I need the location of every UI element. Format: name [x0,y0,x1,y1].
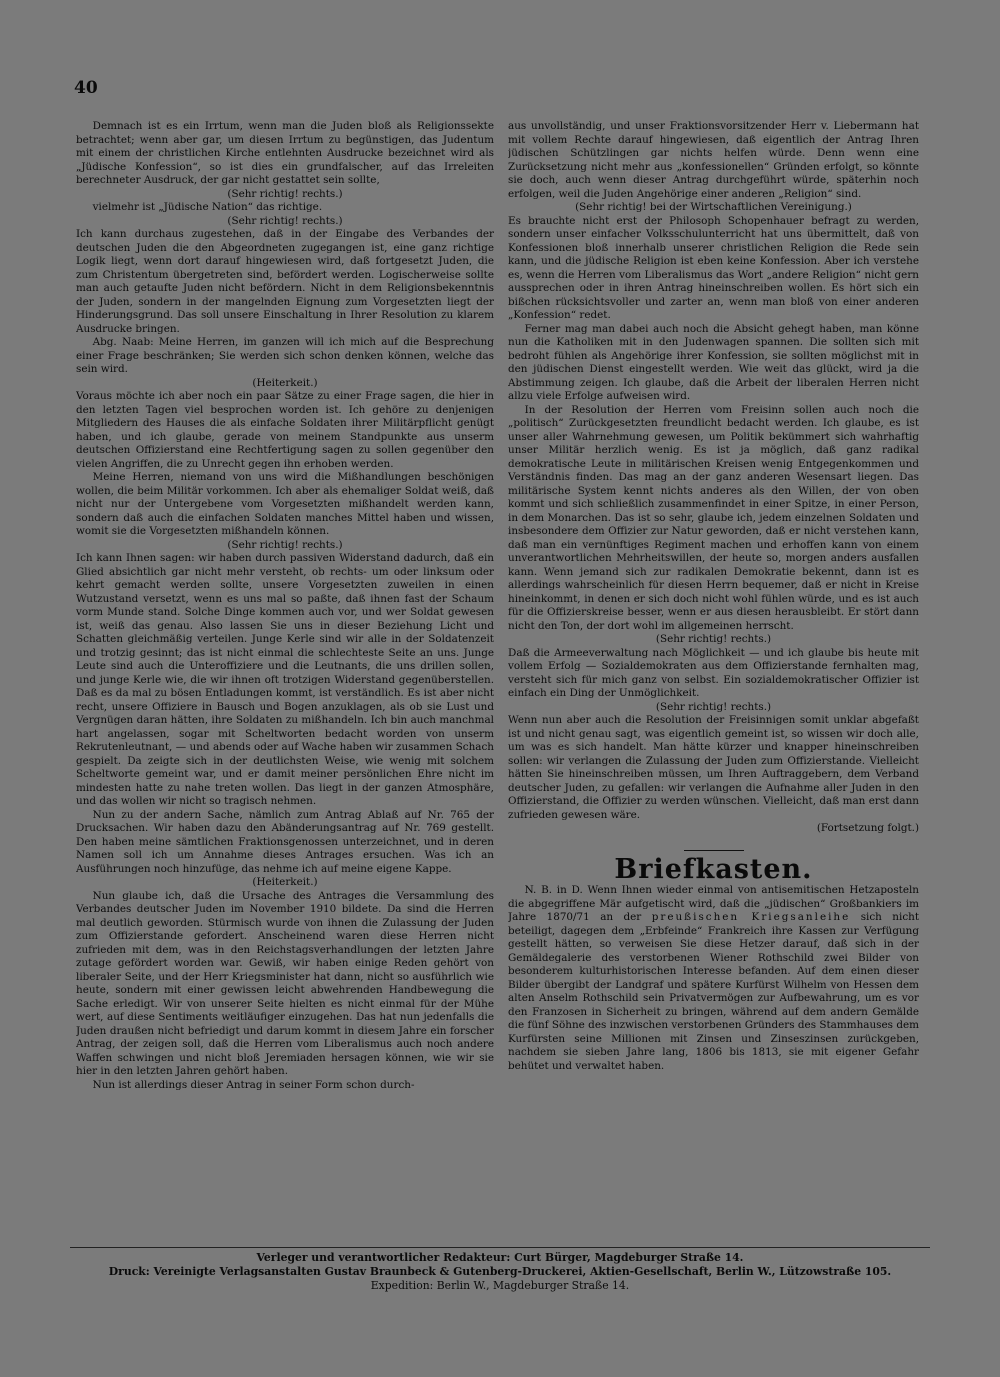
paragraph: Nun glaube ich, daß die Ursache des Antrages die Versammlung des Verbandes deutscher Juden im November 1910 bildete. Da sind die Herren mal deutlich geworden. Stürmisch wurde von ihnen die Zulassung der Juden zum Offizierstande gefordert. Anscheinend waren diese Herren nicht zufrieden mit dem, was in den Reichstagsverhandlungen der letzten Jahre zutage gefördert worden war. Gewiß, wir haben einige Reden gehört von liberaler Seite, und der Herr Kriegsminister hat dann, nicht so ausführlich wie heute, sondern mit einer gewissen leicht abwehrenden Handbewegung die Sache erledigt. Wir von unserer Seite hielten es nicht einmal für der Mühe wert, auf diese Sentiments weitläufiger einzugehen. Das hat nun jedenfalls die Juden draußen nicht befriedigt und darum kommt in diesem Jahre ein forscher Antrag, der zeigen soll, daß die Herren vom Liberalismus auch noch andere Waffen schwingen und nicht bloß Jeremiaden hersagen können, wie wir sie hier in den letzten Jahren gehört haben. [76,889,494,1077]
interjection: (Sehr richtig! rechts.) [655,633,772,645]
interjection: (Sehr richtig! rechts.) [227,187,343,200]
left-column [76,120,494,1242]
page-number: 40 [74,78,98,98]
imprint-footer [70,1247,930,1293]
paragraph: Daß die Armeeverwaltung nach Möglichkeit — und ich glaube bis heute mit vollem Erfolg — Sozialdemokraten aus dem Offizierstande fernhalten mag, versteht sich für mich ganz von selbst. Ein sozialdemokratischer Offizier ist einfach ein Ding der Unmöglichkeit. [508,646,919,699]
paragraph: Demnach ist es ein Irrtum, wenn man die Juden bloß als Religionssekte betrachtet; wenn aber gar, um diesen Irrtum zu begünstigen, das Judentum mit einem der christlichen Kirche entlehnten Ausdrucke bezeichnet wird als „Jüdische Konfession“, so ist dies ein grundfalscher, auf das Irreleiten berechneter Ausdruck, der gar nicht gestattet sein sollte, [76,120,494,186]
continuation-note: (Fortsetzung folgt.) [816,822,919,834]
paragraph: Es brauchte nicht erst der Philosoph Schopenhauer befragt zu werden, sondern unser einfacher Volksschulunterricht hat uns übermittelt, daß von Konfessionen bloß innerhalb unserer christlichen Religion die Rede sein kann, und die jüdische Religion ist eben keine Konfession. Aber ich verstehe es, wenn die Herren vom Liberalismus das Wort „andere Religion“ nicht gern aussprechen oder in ihren Antrag hineinschreiben wollen. Es hört sich ein bißchen rücksichtsvoller und zarter an, wenn man bloß von einer anderen „Konfession“ redet. [508,214,919,321]
paragraph: Nun ist allerdings dieser Antrag in seiner Form schon durch- [92,1078,415,1091]
imprint-printer: Druck: Vereinigte Verlagsanstalten Gustav Braunbeck & Gutenberg-Druckerei, Aktien-Gesellschaft, Berlin W., Lützowstraße 105. [108,1265,892,1278]
paragraph: Wenn nun aber auch die Resolution der Freisinnigen somit unklar abgefaßt ist und nicht genau sagt, was eigentlich gemeint ist, so wissen wir doch alle, um was es sich handelt. Man hätte kürzer und knapper hineinschreiben sollen: wir verlangen die Zulassung der Juden zum Offizierstande. Vielleicht hätten Sie hineinschreiben müssen, um Ihren Auftraggebern, dem Verband deutscher Juden, zu gefallen: wir verlangen die Aufnahme aller Juden in den Offizierstand, die Offizier zu werden wünschen. Vielleicht, daß man erst dann zufrieden gewesen wäre. [508,714,919,821]
imprint-expedition: Expedition: Berlin W., Magdeburger Straße 14. [370,1279,630,1292]
briefkasten-lead: N. B. in D. [524,884,583,896]
briefkasten-text-after: sich nicht beteiligt, dagegen dem „Erbfeinde“ Frankreich ihre Kassen zur Verfügung gestellt hätten, so verweisen Sie diese Hetzer darauf, daß sich in der Gemäldegalerie des verstorbenen Wiener Rothschild zwei Bilder von besonderem kulturhistorischen Interesse befanden. Auf dem einen dieser Bilder übergibt der Landgraf und spätere Kurfürst Wilhelm von Hessen dem alten Anselm Rothschild sein Privatvermögen zur Aufbewahrung, um es vor den Franzosen in Sicherheit zu bringen, während auf dem andern Gemälde die fünf Söhne des inzwischen verstorbenen Gründers des Stammhauses dem Kurfürsten seine Millionen mit Zinsen und Zinseszinsen zurückgeben, nachdem sie sieben Jahre lang, 1806 bis 1813, sie mit eigener Gefahr behütet und verwaltet haben. [508,911,919,1072]
paragraph: Meine Herren, niemand von uns wird die Mißhandlungen beschönigen wollen, die beim Militär vorkommen. Ich aber als ehemaliger Soldat weiß, daß nicht nur der Untergebene vom Vorgesetzten mißhandelt werden kann, sondern daß auch die einfachen Soldaten manches Mittel haben und wissen, womit sie die Vorgesetzten mißhandeln können. [76,471,494,537]
interjection: (Sehr richtig! rechts.) [227,538,343,551]
briefkasten-title: Briefkasten. [614,853,813,885]
interjection: (Heiterkeit.) [252,376,318,389]
paragraph: aus unvollständig, und unser Fraktionsvorsitzender Herr v. Liebermann hat mit vollem Rechte darauf hingewiesen, daß eigentlich der Antrag Ihren jüdischen Schützlingen gar nichts helfen würde. Denn wenn eine Zurücksetzung nicht mehr aus „konfessionellen“ Gründen erfolgt, so könnte sie doch, auch wenn dieser Antrag durchgeführt würde, späterhin noch erfolgen, weil die Juden Angehörige einer anderen „Religion“ sind. [508,120,919,200]
paragraph: Ich kann durchaus zugestehen, daß in der Eingabe des Verbandes der deutschen Juden die den Abgeordneten zugegangen ist, eine ganz richtige Logik liegt, wenn dort darauf hingewiesen wird, daß fortgesetzt Juden, die zum Christentum übergetreten sind, befördert werden. Logischerweise sollte man auch getaufte Juden nicht befördern. Nicht in dem Religionsbekenntnis der Juden, sondern in der mangelnden Eignung zum Vorgesetzten liegt der Hinderungsgrund. Das soll unsere Einschaltung in Ihrer Resolution zu klarem Ausdrucke bringen. [76,228,494,335]
paragraph: Ferner mag man dabei auch noch die Absicht gehegt haben, man könne nun die Katholiken mit in den Judenwagen spannen. Die sollten sich mit bedroht fühlen als Angehörige ihrer Konfession, sie sollten möglichst mit in den jüdischen Dienst eingestellt werden. Wie weit das glückt, wird ja die Abstimmung zeigen. Ich glaube, daß die Arbeit der liberalen Herren nicht allzu viele Erfolge aufweisen wird. [508,322,919,402]
imprint-publisher: Verleger und verantwortlicher Redakteur: Curt Bürger, Magdeburger Straße 14. [256,1251,744,1264]
paragraph: Nun zu der andern Sache, nämlich zum Antrag Ablaß auf Nr. 765 der Drucksachen. Wir haben dazu den Abänderungsantrag auf Nr. 769 gestellt. Den haben meine sämtlichen Fraktionsgenossen unterzeichnet, und in deren Namen soll ich um Annahme dieses Antrages ersuchen. Was ich an Ausführungen noch hinzufüge, das nehme ich auf meine eigene Kappe. [76,808,494,875]
briefkasten-text [508,884,919,1073]
interjection: (Sehr richtig! rechts.) [227,214,343,227]
section-divider [684,850,744,851]
right-column [508,120,919,1100]
paragraph: vielmehr ist „Jüdische Nation“ das richtige. [92,201,323,213]
interjection: (Sehr richtig! rechts.) [655,700,772,713]
interjection: (Heiterkeit.) [252,876,318,888]
briefkasten-text-before: Wenn Ihnen wieder einmal von antisemitischen Hetzaposteln die abgegriffene Mär aufgetischt wird, daß die „jüdischen“ Großbankiers im Jahre 1870/71 an der [508,884,919,923]
paragraph: In der Resolution der Herren vom Freisinn sollen auch noch die „politisch“ Zurückgesetzten freundlicht bedacht werden. Ich glaube, es ist unser aller Wahrnehmung gewesen, um Politik bekümmert sich wahrhaftig unser Militär herzlich wenig. Es ist ja möglich, daß ganz radikal demokratische Leute in militärischen Kreisen wenig Entgegenkommen und Verständnis finden. Das mag an der ganz anderen Wesensart liegen. Das militärische System kennt nichts anderes als den Willen, der von oben kommt und sich schließlich zusammenfindet in einer Spitze, in einer Person, in dem Monarchen. Das ist so sehr, glaube ich, jedem einzelnen Soldaten und insbesondere dem Offizier zur Natur geworden, daß er nicht verstehen kann, daß man ein vernünftiges Regiment machen und erhoffen kann von einem unverantwortlichen Mehrheitswillen, der heute so, morgen anders ausfallen kann. Wenn jemand sich zur radikalen Demokratie bekennt, dann ist es allerdings wahrscheinlich für diesen Herrn bequemer, daß er nicht in Kreise hineinkommt, in denen er sich doch nicht wohl fühlen würde, und es ist auch für die Offizierskreise besser, wenn er aus diesen herausbleibt. Er stört dann nicht den Ton, der dort wohl im allgemeinen herrscht. [508,403,919,632]
briefkasten-spaced-text: preußischen Kriegsanleihe [651,911,851,923]
paragraph: Ich kann Ihnen sagen: wir haben durch passiven Widerstand dadurch, daß ein Glied absichtlich gar nicht mehr versteht, ob rechts- um oder linksum oder kehrt gemacht werden sollte, unsere Vorgesetzten zuweilen in einen Wutzustand versetzt, wenn es uns mal so paßte, daß ihnen fast der Schaum vorm Munde stand. Solche Dinge kommen auch vor, und wer Soldat gewesen ist, weiß das genau. Also lassen Sie uns in dieser Beziehung Licht und Schatten gleichmäßig verteilen. Junge Kerle sind wir alle in der Soldatenzeit und trotzig gesinnt; das ist nicht einmal die schlechteste Seite an uns. Junge Leute sind auch die Unteroffiziere und die Leutnants, die uns drillen sollen, und junge Kerle wie, die wir ihnen oft trotzigen Widerstand gegenüberstellen. Daß es da mal zu bösen Entladungen kommt, ist verständlich. Es ist aber nicht recht, unsere Offiziere in Bausch und Bogen anzuklagen, als ob sie Lust und Vergnügen daran hätten, ihre Soldaten zu mißhandeln. Ich bin auch manchmal hart angelassen, sogar mit Scheltworten bedacht worden von unserm Rekrutenleutnant, — und abends oder auf Wache haben wir zusammen Schach gespielt. Da zeigte sich in der deutlichsten Weise, wie wenig mit solchem Scheltworte gemeint war, und er damit meiner persönlichen Ehre nicht im mindesten hatte zu nahe treten wollen. Das liegt in der ganzen Atmosphäre, und das wollen wir nicht so tragisch nehmen. [76,552,494,807]
paragraph: Voraus möchte ich aber noch ein paar Sätze zu einer Frage sagen, die hier in den letzten Tagen viel besprochen worden ist. Ich gehöre zu denjenigen Mitgliedern des Hauses die als einfache Soldaten ihrer Militärpflicht genügt haben, und ich glaube, gerade von meinem Standpunkte aus unserm deutschen Offizierstand eine Rechtfertigung sagen zu sollen gegenüber den vielen Angriffen, die zu Unrecht gegen ihn erhoben werden. [76,390,494,470]
interjection: (Sehr richtig! bei der Wirtschaftlichen Vereinigung.) [575,201,852,213]
speaker-paragraph: Abg. Naab: Meine Herren, im ganzen will ich mich auf die Besprechung einer Frage beschränken; Sie werden sich schon denken können, welche das sein wird. [76,336,494,375]
